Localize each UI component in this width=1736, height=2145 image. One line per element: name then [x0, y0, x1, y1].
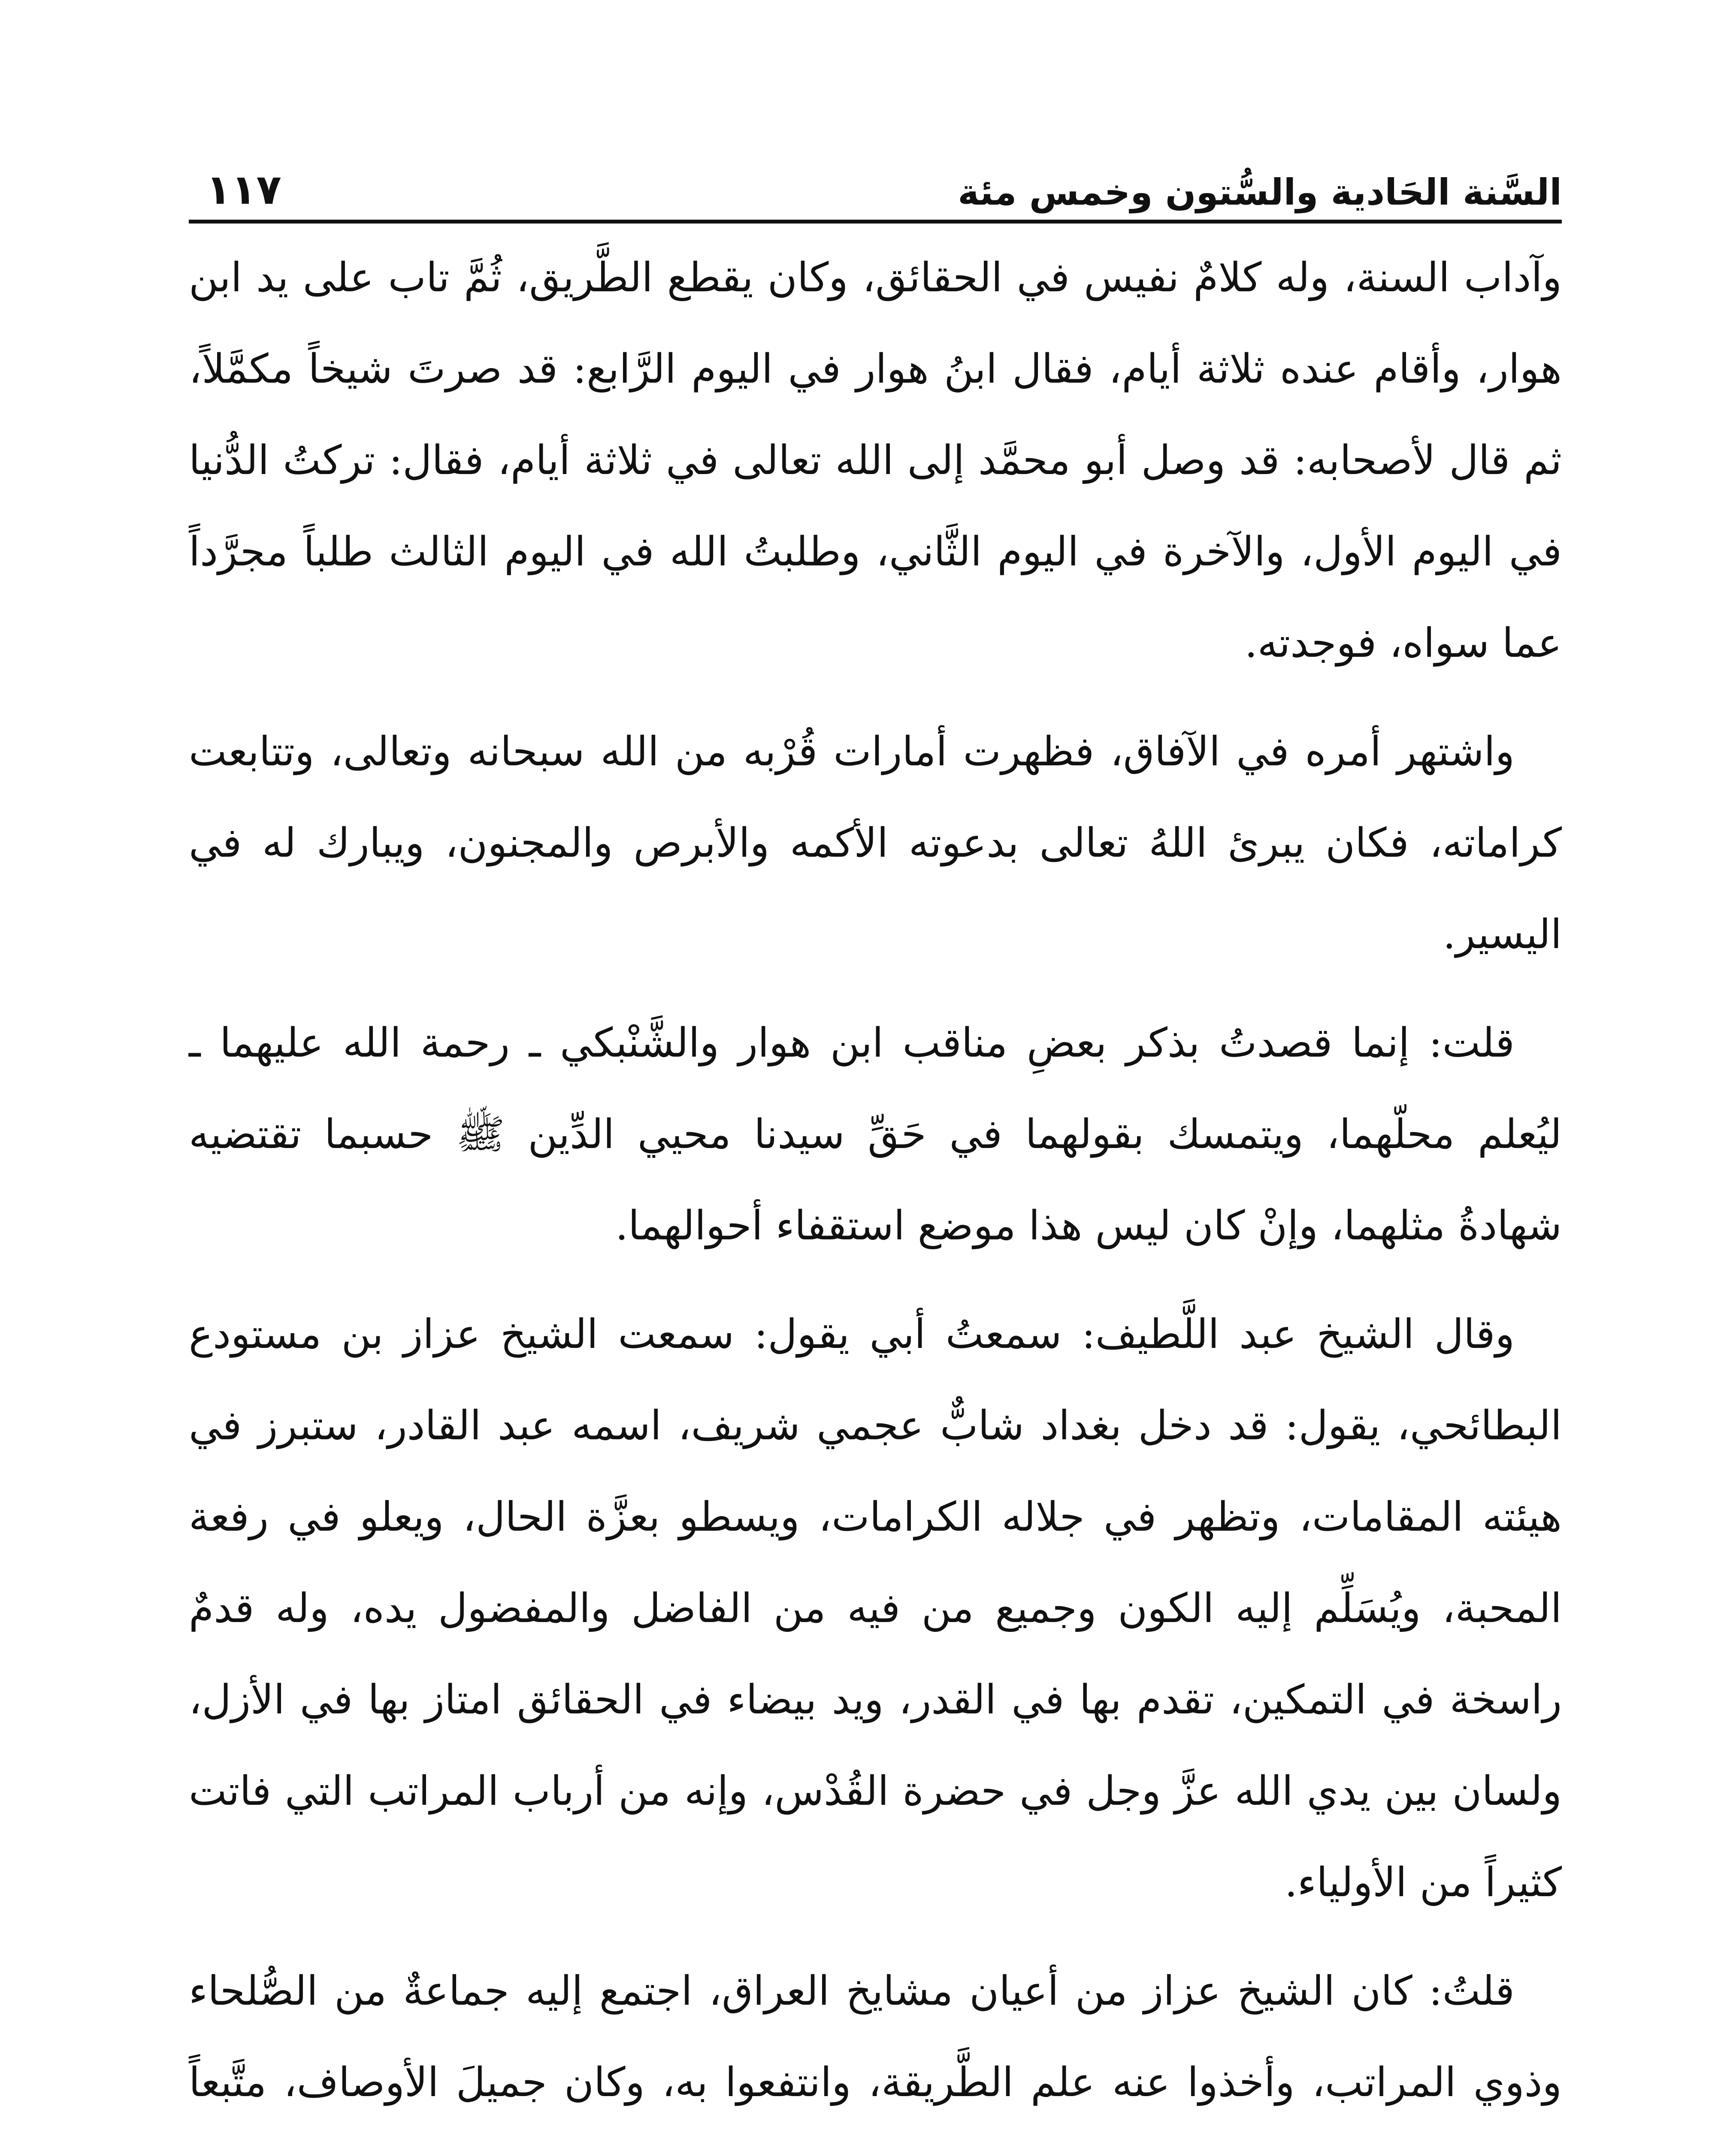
- paragraph-shaykh-abd-al-latif: وقال الشيخ عبد اللَّطيف: سمعتُ أبي يقول: سمعت الشيخ عزاز بن مستودع البطائحي، يقول: قد دخل بغداد شابٌّ عجمي شريف، اسمه عبد القادر، ستبرز في هيئته المقامات، وتظهر في جلاله الكرامات، ويسطو بعزَّة الحال، ويعلو في رفعة المحبة، ويُسَلِّم إليه الكون وجميع من فيه من الفاضل والمفضول يده، وله قدمٌ راسخة في التمكين، تقدم بها في القدر، ويد بيضاء في الحقائق امتاز بها في الأزل، ولسان بين يدي الله عزَّ وجل في حضرة القُدْس، وإنه من أرباب المراتب التي فاتت كثيراً من الأولياء.: [189, 1311, 1562, 1906]
- paragraph-continuation: وآداب السنة، وله كلامٌ نفيس في الحقائق، وكان يقطع الطَّريق، ثُمَّ تاب على يد ابن هوار، وأقام عنده ثلاثة أيام، فقال ابنُ هوار في اليوم الرَّابع: قد صرتَ شيخاً مكمَّلاً، ثم قال لأصحابه: قد وصل أبو محمَّد إلى الله تعالى في ثلاثة أيام، فقال: تركتُ الدُّنيا في اليوم الأول، والآخرة في اليوم الثَّاني، وطلبتُ الله في اليوم الثالث طلباً مجرَّداً عما سواه، فوجدته.: [189, 254, 1562, 667]
- page-body: [189, 232, 1562, 2145]
- running-title: السَّنة الحَادية والسُّتون وخمس مئة: [958, 171, 1562, 213]
- paragraph-fame: واشتهر أمره في الآفاق، فظهرت أمارات قُرْبه من الله سبحانه وتعالى، وتتابعت كراماته، فكان يبرئ اللهُ تعالى بدعوته الأكمه والأبرص والمجنون، ويبارك له في اليسير.: [189, 728, 1562, 958]
- page-header: [189, 142, 1562, 224]
- paragraph-author-note-1: قلت: إنما قصدتُ بذكر بعضِ مناقب ابن هوار والشَّنْبكي ـ رحمة الله عليهما ـ ليُعلم محلّهما، ويتمسك بقولهما في حَقِّ سيدنا محيي الدِّين ﷺ حسبما تقتضيه شهادةُ مثلهما، وإنْ كان ليس هذا موضع استقفاء أحوالهما.: [189, 1020, 1562, 1249]
- book-page: [189, 142, 1562, 2145]
- page-number: ١١٧: [206, 166, 281, 214]
- paragraph-author-note-2: قلتُ: كان الشيخ عزاز من أعيان مشايخ العراق، اجتمع إليه جماعةٌ من الصُّلحاء وذوي المراتب، وأخذوا عنه علم الطَّريقة، وانتفعوا به، وكان جميلَ الأوصاف، متَّبعاً: [189, 1968, 1562, 2106]
